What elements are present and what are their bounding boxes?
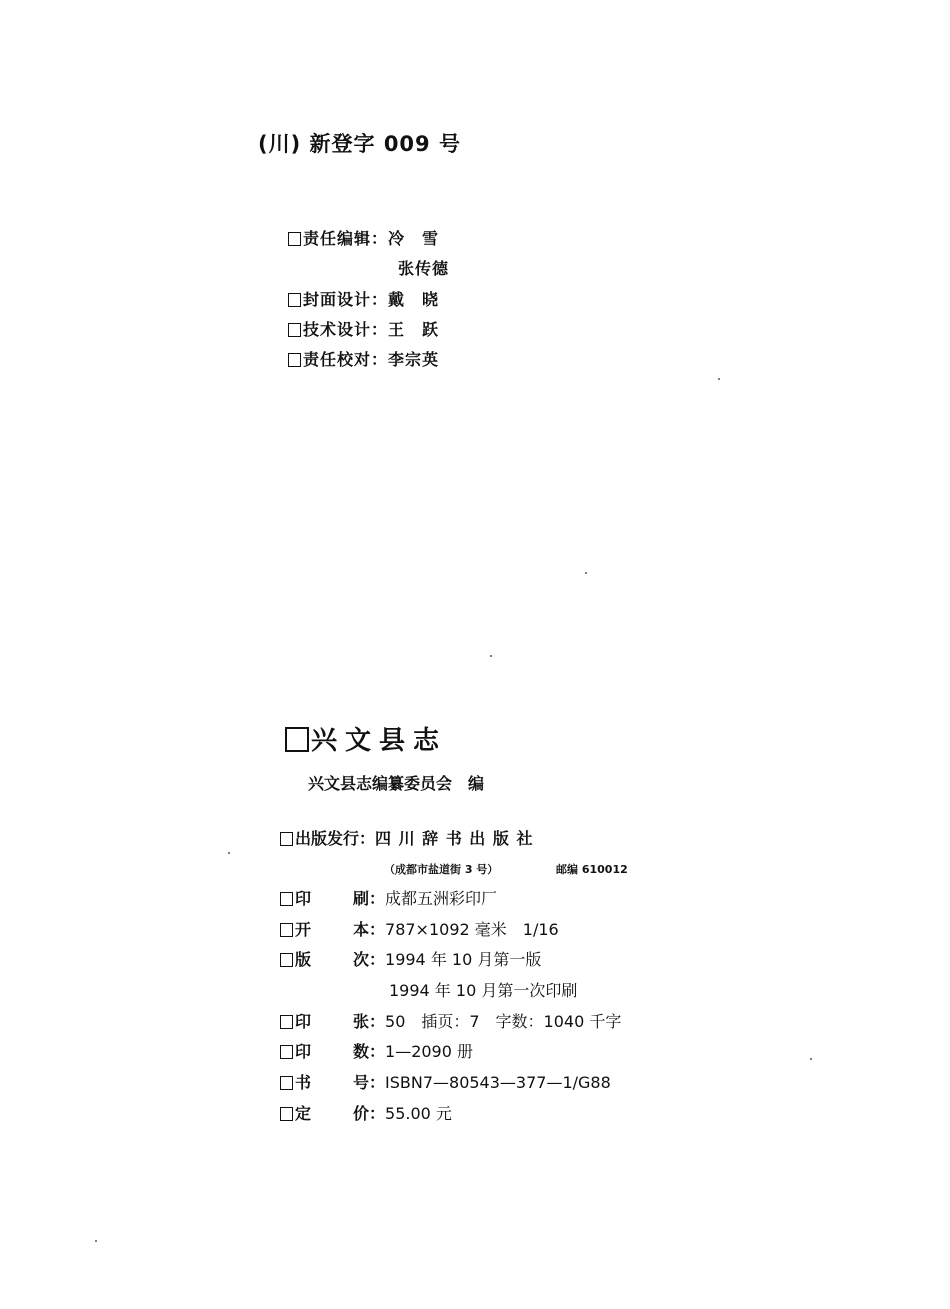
detail-label-1: 版 — [295, 950, 312, 969]
checkbox-icon — [288, 293, 301, 307]
detail-print-run — [280, 1039, 473, 1062]
detail-label-2: 次： — [353, 950, 386, 969]
detail-value: ISBN7—80543—377—1/G88 — [385, 1073, 611, 1092]
detail-value: 1—2090 册 — [385, 1042, 474, 1061]
credit-cover-design — [288, 287, 439, 310]
scan-speck — [228, 852, 230, 854]
checkbox-icon — [280, 1015, 293, 1029]
credit-label: 技术设计： — [303, 320, 389, 339]
credit-label: 责任校对： — [303, 350, 389, 369]
detail-label-2: 数： — [353, 1042, 386, 1061]
detail-label-1: 开 — [295, 920, 312, 939]
checkbox-icon — [288, 323, 301, 337]
checkbox-icon — [280, 923, 293, 937]
credit-chief-editor — [288, 226, 439, 249]
scan-speck — [810, 1058, 812, 1060]
credit-chief-editor-2 — [398, 256, 449, 279]
credit-label: 责任编辑： — [303, 229, 389, 248]
detail-value: 787×1092 毫米 1/16 — [385, 920, 559, 939]
checkbox-icon — [288, 232, 301, 246]
detail-label-1: 印 — [295, 1042, 312, 1061]
publisher-name: 四 川 辞 书 出 版 社 — [375, 829, 534, 848]
detail-label-2: 价： — [353, 1104, 386, 1123]
detail-label-1: 印 — [295, 889, 312, 908]
credit-value: 戴 晓 — [388, 290, 440, 309]
detail-label-1: 定 — [295, 1104, 312, 1123]
checkbox-icon — [280, 1107, 293, 1121]
checkbox-icon — [280, 1076, 293, 1090]
detail-price — [280, 1101, 452, 1124]
checkbox-icon — [280, 832, 293, 846]
scan-speck — [585, 572, 587, 574]
detail-format — [280, 917, 559, 940]
book-editor: 兴文县志编纂委员会 编 — [308, 774, 485, 793]
detail-isbn — [280, 1070, 611, 1093]
detail-edition — [280, 947, 541, 970]
detail-value: 1994 年 10 月第一版 — [385, 950, 542, 969]
book-title-text: 兴文县志 — [311, 726, 448, 756]
detail-printing — [280, 886, 497, 909]
credit-label: 封面设计： — [303, 290, 389, 309]
detail-label-2: 张： — [353, 1012, 386, 1031]
checkbox-icon — [280, 953, 293, 967]
scan-speck — [95, 1240, 97, 1242]
detail-printing-date — [389, 978, 577, 1001]
publisher-label: 出版发行： — [295, 829, 376, 848]
detail-value: 成都五洲彩印厂 — [385, 889, 498, 908]
detail-label-2: 号： — [353, 1073, 386, 1092]
credit-value: 冷 雪 — [388, 229, 440, 248]
detail-label-1: 印 — [295, 1012, 312, 1031]
checkbox-icon — [285, 727, 309, 752]
detail-label-1: 书 — [295, 1073, 312, 1092]
credit-value: 王 跃 — [388, 320, 440, 339]
credit-tech-design — [288, 317, 439, 340]
detail-label-2: 本： — [353, 920, 386, 939]
detail-value: 50 插页：7 字数：1040 千字 — [385, 1012, 622, 1031]
detail-label-2: 刷： — [353, 889, 386, 908]
credit-value: 李宗英 — [388, 350, 440, 369]
publisher-row — [280, 826, 533, 849]
publisher-address: （成都市盐道街 3 号） — [384, 863, 499, 876]
checkbox-icon — [280, 892, 293, 906]
detail-value: 55.00 元 — [385, 1104, 452, 1123]
publisher-postcode: 邮编 610012 — [556, 863, 628, 876]
scan-speck — [718, 378, 720, 380]
registration-number: (川) 新登字 009 号 — [258, 132, 461, 156]
checkbox-icon — [288, 353, 301, 367]
detail-sheets — [280, 1009, 621, 1032]
book-title — [285, 720, 447, 757]
credit-proofreading — [288, 347, 439, 370]
credit-value: 张传德 — [398, 259, 450, 278]
checkbox-icon — [280, 1045, 293, 1059]
detail-value: 1994 年 10 月第一次印刷 — [389, 981, 578, 1000]
scan-speck — [490, 655, 492, 657]
